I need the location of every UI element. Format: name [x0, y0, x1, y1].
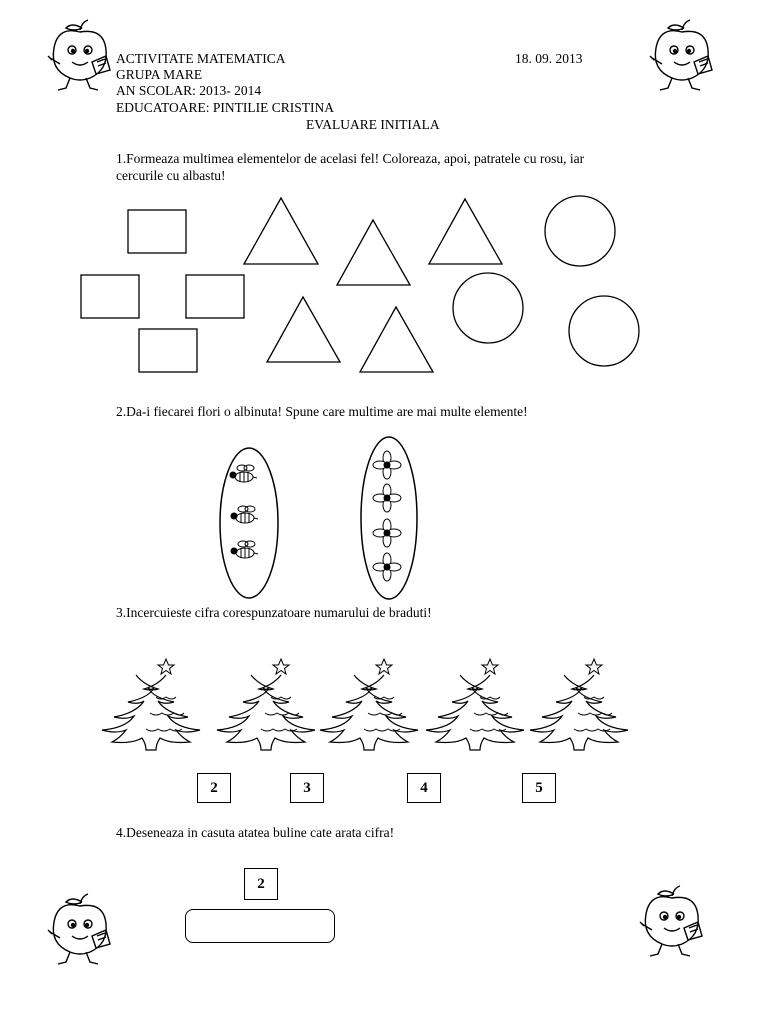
digit-box-5[interactable]: 5: [522, 773, 556, 803]
christmas-tree-icon: [426, 659, 524, 750]
apple-mascot-icon: [42, 892, 122, 972]
activity-title: ACTIVITATE MATEMATICA: [116, 51, 286, 66]
task-3-instruction: 3.Incercuieste cifra corespunzatoare numarului de braduti!: [116, 605, 432, 620]
task-4-instruction: 4.Deseneaza in casuta atatea buline cate arata cifra!: [116, 825, 395, 840]
digit-box-2[interactable]: 2: [197, 773, 231, 803]
christmas-tree-icon: [530, 659, 628, 750]
task-1-instruction: 1.Formeaza multimea elementelor de acelasi fel! Coloreaza, apoi, patratele cu rosu, iar: [116, 151, 585, 166]
digit-box-3[interactable]: 3: [290, 773, 324, 803]
christmas-tree-icon: [320, 659, 418, 750]
christmas-tree-icon: [102, 659, 200, 750]
page-subtitle: EVALUARE INITIALA: [306, 117, 440, 132]
task-4-digit-box: 2: [244, 868, 278, 900]
school-year: AN SCOLAR: 2013- 2014: [116, 83, 262, 98]
dots-drawing-box[interactable]: [185, 909, 335, 943]
task-1-instruction-cont: cercurile cu albastu!: [116, 168, 226, 183]
digit-box-4[interactable]: 4: [407, 773, 441, 803]
apple-mascot-icon: [634, 884, 714, 964]
christmas-tree-icon: [217, 659, 315, 750]
group-label: GRUPA MARE: [116, 67, 203, 82]
date: 18. 09. 2013: [515, 51, 583, 66]
task-2-instruction: 2.Da-i fiecarei flori o albinuta! Spune care multime are mai multe elemente!: [116, 404, 528, 419]
teacher-name: EDUCATOARE: PINTILIE CRISTINA: [116, 100, 334, 115]
